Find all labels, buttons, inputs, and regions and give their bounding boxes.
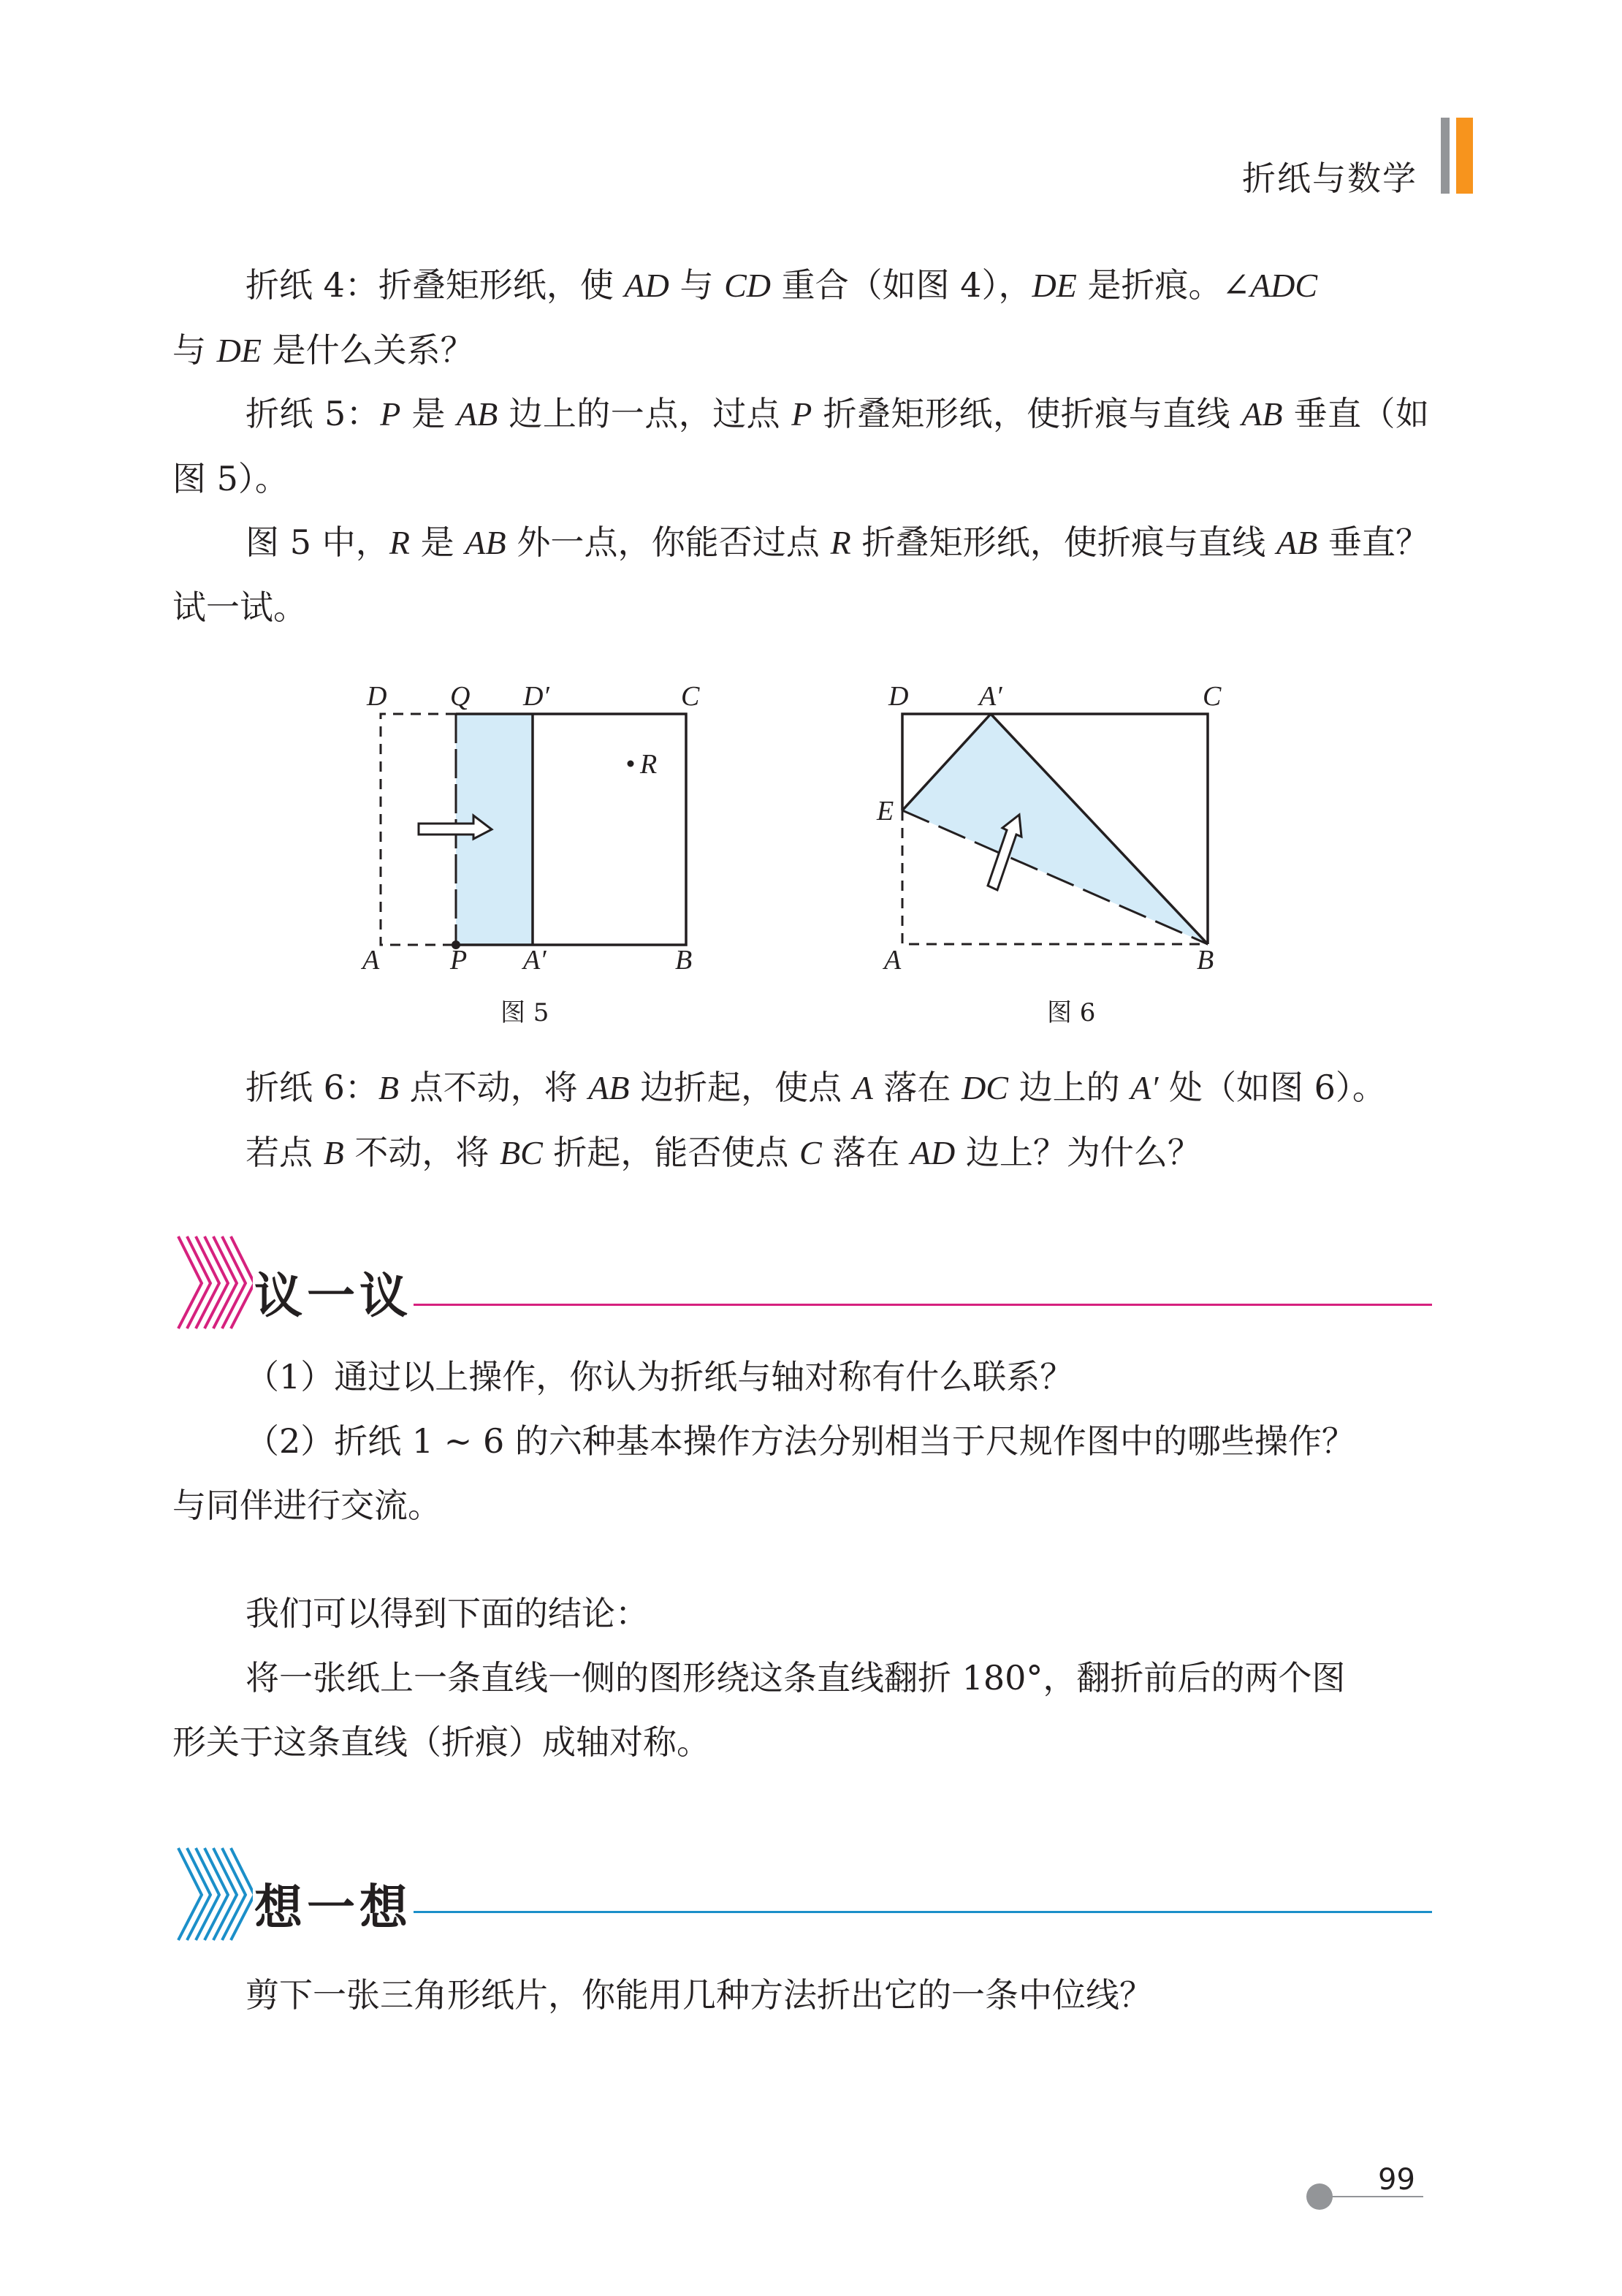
header-gray-bar — [1441, 118, 1450, 194]
label-p: P — [450, 945, 468, 976]
math-r: R — [830, 524, 851, 561]
discuss-item-1: （1）通过以上操作，你认为折纸与轴对称有什么联系？ — [245, 1357, 1074, 1396]
paragraph-fold-6 — [172, 1055, 1429, 1185]
figure-5 — [351, 672, 760, 1027]
math-cd: CD — [724, 267, 771, 304]
text: 折纸 5： — [245, 394, 381, 433]
math-ab: AB — [588, 1069, 630, 1106]
text: 与 — [669, 265, 725, 305]
text: 外一点，你能否过点 — [506, 522, 831, 562]
section-think-title: 想一想 — [254, 1879, 412, 1936]
conclusion-line-2: 形关于这条直线（折痕）成轴对称。 — [172, 1722, 710, 1762]
math-b: B — [323, 1134, 344, 1171]
text: 处（如图 6）。 — [1158, 1068, 1386, 1107]
label-c: C — [1203, 681, 1222, 712]
text: 折叠矩形纸，使折痕与直线 — [812, 394, 1242, 433]
math-de: DE — [1032, 267, 1077, 304]
paragraph-fig5-question — [172, 510, 1429, 639]
math-dc: DC — [962, 1069, 1008, 1106]
math-p: P — [791, 395, 812, 433]
page-dot-icon — [1306, 2183, 1333, 2210]
figure-6-diagram — [862, 672, 1271, 994]
label-b: B — [1197, 945, 1214, 976]
section-discuss-header — [172, 1235, 1432, 1330]
label-d: D — [888, 681, 909, 712]
discuss-item-2-cont: 与同伴进行交流。 — [172, 1486, 441, 1525]
text: 是 — [400, 394, 457, 433]
text: 若点 — [245, 1133, 324, 1172]
page-number: 99 — [1378, 2163, 1415, 2197]
chevron-stripes-icon — [172, 1235, 253, 1330]
header-orange-bar — [1456, 118, 1473, 194]
running-head-title: 折纸与数学 — [1242, 159, 1417, 198]
conclusion — [172, 1581, 1429, 1774]
text: 是 — [409, 522, 465, 562]
discuss-items — [172, 1345, 1429, 1537]
section-discuss-rule — [414, 1304, 1432, 1306]
text: 边上？为什么？ — [955, 1133, 1201, 1172]
label-r: R — [640, 749, 658, 780]
math-bc: BC — [499, 1134, 543, 1171]
label-a: A — [362, 945, 380, 976]
text: 落在 — [872, 1068, 962, 1107]
math-c: C — [799, 1134, 822, 1171]
folded-triangle-shaded — [902, 714, 1208, 944]
label-b: B — [675, 945, 693, 976]
math-ab: AB — [1276, 524, 1318, 561]
math-a: A — [852, 1069, 873, 1106]
text: 落在 — [821, 1133, 910, 1172]
math-ab: AB — [457, 395, 498, 433]
figure-5-caption: 图 5 — [500, 998, 549, 1027]
math-ab: AB — [465, 524, 506, 561]
text: 折叠矩形纸，使折痕与直线 — [850, 522, 1276, 562]
text: 图 5 中， — [245, 522, 389, 562]
text: 折起，能否使点 — [542, 1133, 800, 1172]
math-ad: AD — [624, 267, 669, 304]
math-de: DE — [216, 332, 262, 369]
text: 重合（如图 4）， — [771, 265, 1032, 305]
text: 折纸 6： — [245, 1068, 378, 1107]
paragraph-fold-4 — [172, 253, 1429, 383]
math-a-prime: A′ — [1130, 1069, 1159, 1106]
figure-6-caption: 图 6 — [1047, 998, 1096, 1027]
math-p: P — [380, 395, 401, 433]
label-a: A — [884, 945, 902, 976]
math-b: B — [378, 1069, 399, 1106]
section-discuss-title: 议一议 — [254, 1267, 412, 1324]
conclusion-line-1: 将一张纸上一条直线一侧的图形绕这条直线翻折 180°，翻折前后的两个图 — [245, 1658, 1346, 1698]
label-q: Q — [450, 681, 471, 712]
think-question — [172, 1963, 1429, 2027]
math-ad: AD — [910, 1134, 956, 1171]
text: 是什么关系？ — [261, 330, 474, 370]
math-r: R — [389, 524, 410, 561]
text: 边上的一点，过点 — [498, 394, 792, 433]
text: 折纸 4：折叠矩形纸，使 — [245, 265, 625, 305]
text: 与 — [172, 330, 217, 370]
label-e: E — [877, 796, 894, 826]
label-c: C — [681, 681, 700, 712]
figure-5-diagram — [351, 672, 760, 994]
label-d-prime: D′ — [523, 681, 549, 712]
math-ab: AB — [1241, 395, 1283, 433]
label-a-prime: A′ — [523, 945, 547, 976]
section-think-rule — [414, 1911, 1432, 1913]
figure-6 — [862, 672, 1271, 1027]
text: 边上的 — [1008, 1068, 1131, 1107]
think-text: 剪下一张三角形纸片，你能用几种方法折出它的一条中位线？ — [245, 1975, 1153, 2015]
label-a-prime: A′ — [979, 681, 1002, 712]
text: 垂直？试一试。 — [172, 522, 1430, 627]
section-think-header — [172, 1847, 1432, 1942]
point-r — [628, 761, 634, 767]
text: 边折起，使点 — [629, 1068, 853, 1107]
text: 不动，将 — [343, 1133, 500, 1172]
paragraph-fold-5 — [172, 381, 1429, 511]
label-d: D — [367, 681, 387, 712]
text: 点不动，将 — [399, 1068, 589, 1107]
text: 垂直（如图 5）。 — [172, 394, 1429, 498]
text: 是折痕。∠ — [1076, 265, 1251, 305]
math-adc: ADC — [1250, 267, 1318, 304]
chevron-stripes-icon — [172, 1847, 253, 1942]
discuss-item-2: （2）折纸 1 ~ 6 的六种基本操作方法分别相当于尺规作图中的哪些操作？ — [245, 1421, 1355, 1461]
conclusion-lead: 我们可以得到下面的结论： — [245, 1594, 649, 1633]
